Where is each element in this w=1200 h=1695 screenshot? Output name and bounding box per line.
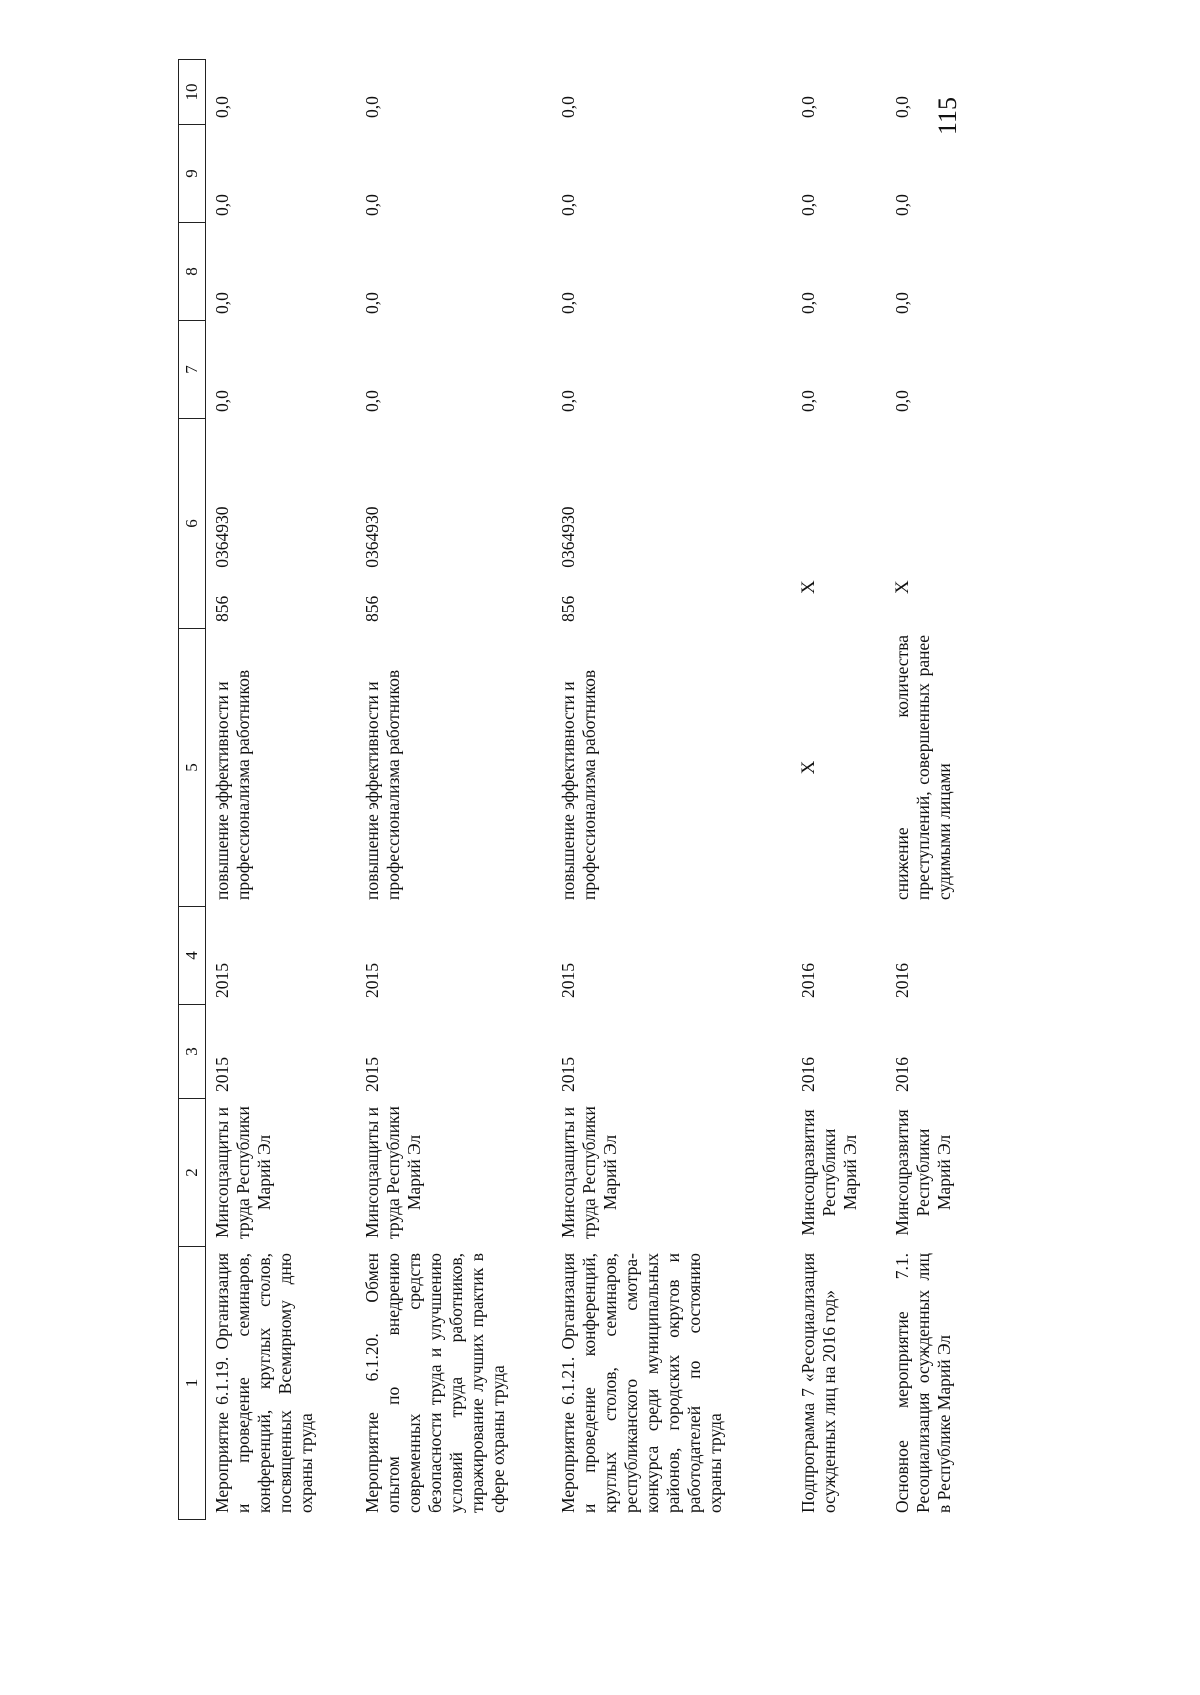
rotated-table-container [178, 60, 958, 1520]
measure-name-cell: Подпрограмма 7 «Ресоциализация осужденных лиц на 2016 год» [797, 1253, 839, 1513]
expected-result-cell: повышение эффективности и профессионализма работников [557, 669, 599, 900]
header-col-4: 4 [179, 907, 206, 1005]
end-year-cell: 2015 [361, 963, 382, 998]
amount-cell: 0,0 [797, 390, 818, 412]
executor-cell: Минсоцзащиты и труда Республики Марий Эл [557, 1106, 620, 1239]
expected-result-cell: повышение эффективности и профессионализма работников [361, 669, 403, 900]
budget-code-csr: 0364930 [212, 506, 232, 568]
amount-cell: 0,0 [557, 194, 578, 216]
measure-name-cell: Основное мероприятие 7.1. Ресоциализация осужденных лиц в Республике Марий Эл [891, 1253, 954, 1513]
executor-cell: Минсоцзащиты и труда Республики Марий Эл [212, 1106, 274, 1239]
amount-cell: 0,0 [891, 292, 912, 314]
amount-cell: 0,0 [557, 390, 578, 412]
budget-code-csr: X [797, 580, 819, 594]
budget-code-cell [206, 419, 356, 629]
amount-cell: 0,0 [557, 96, 578, 118]
amount-cell: 0,0 [797, 292, 818, 314]
header-col-2: 2 [179, 1099, 206, 1247]
budget-code-cell [552, 419, 792, 629]
measure-name-cell: Мероприятие 6.1.21. Организация и проведение конференций, круглых столов, семинаров, республиканского смотра-конкурса среди муниципальных районов, городских округов и работодателей по состоянию охраны труда [557, 1253, 725, 1513]
budget-code-csr: 0364930 [361, 506, 382, 568]
start-year-cell: 2016 [891, 1057, 912, 1092]
header-col-3: 3 [179, 1005, 206, 1099]
end-year-cell: 2015 [557, 963, 578, 998]
end-year-cell: 2016 [797, 963, 818, 998]
column-number-header [179, 60, 206, 1520]
budget-code-cell [886, 419, 976, 629]
end-year-cell: 2015 [212, 963, 232, 998]
amount-cell: 0,0 [361, 390, 382, 412]
budget-code-cell [792, 419, 886, 629]
amount-cell: 0,0 [891, 194, 912, 216]
amount-cell: 0,0 [212, 390, 232, 412]
start-year-cell: 2015 [557, 1057, 578, 1092]
end-year-cell: 2016 [891, 963, 912, 998]
budget-code-csr: 0364930 [557, 506, 578, 568]
header-col-8: 8 [179, 223, 206, 321]
executor-cell: Минсоцзащиты и труда Республики Марий Эл [361, 1106, 424, 1239]
start-year-cell: 2016 [797, 1057, 818, 1092]
table-row [792, 60, 886, 1520]
header-col-10: 10 [179, 60, 206, 125]
expected-result-cell: повышение эффективности и профессионализма работников [212, 669, 253, 900]
budget-code-csr: X [891, 580, 913, 594]
budget-code-grbs: 856 [212, 595, 232, 622]
expected-result-cell: X [797, 760, 819, 775]
header-col-1: 1 [179, 1247, 206, 1520]
header-col-9: 9 [179, 125, 206, 223]
start-year-cell: 2015 [361, 1057, 382, 1092]
amount-cell: 0,0 [361, 194, 382, 216]
header-col-7: 7 [179, 321, 206, 419]
header-col-5: 5 [179, 629, 206, 907]
start-year-cell: 2015 [212, 1057, 232, 1092]
amount-cell: 0,0 [557, 292, 578, 314]
budget-code-grbs: 856 [557, 595, 578, 622]
executor-cell: Минсоцразвития Республики Марий Эл [797, 1109, 860, 1236]
program-table [178, 59, 976, 1520]
measure-name-cell: Мероприятие 6.1.20. Обмен опытом по внедрению современных средств безопасности труда и улучшению условий труда работников, тиражирование лучших практик в сфере охраны труда [361, 1253, 508, 1513]
amount-cell: 0,0 [361, 292, 382, 314]
amount-cell: 0,0 [797, 96, 818, 118]
page-number: 115 [933, 96, 962, 136]
amount-cell: 0,0 [891, 390, 912, 412]
executor-cell: Минсоцразвития Республики Марий Эл [891, 1109, 954, 1236]
expected-result-cell: снижение количества преступлений, совершенных ранее судимыми лицами [891, 635, 954, 900]
header-col-6: 6 [179, 419, 206, 629]
measure-name-cell: Мероприятие 6.1.19. Организация и проведение семинаров, конференций, круглых столов, посвященных Всемирному дню охраны труда [212, 1253, 316, 1513]
table-row [206, 60, 356, 1520]
budget-code-grbs: 856 [361, 595, 382, 622]
table-row [552, 60, 792, 1520]
budget-code-cell [356, 419, 552, 629]
table-row [356, 60, 552, 1520]
amount-cell: 0,0 [212, 194, 232, 216]
amount-cell: 0,0 [891, 96, 912, 118]
table-row [886, 60, 976, 1520]
amount-cell: 0,0 [212, 292, 232, 314]
amount-cell: 0,0 [212, 96, 232, 118]
amount-cell: 0,0 [361, 96, 382, 118]
amount-cell: 0,0 [797, 194, 818, 216]
